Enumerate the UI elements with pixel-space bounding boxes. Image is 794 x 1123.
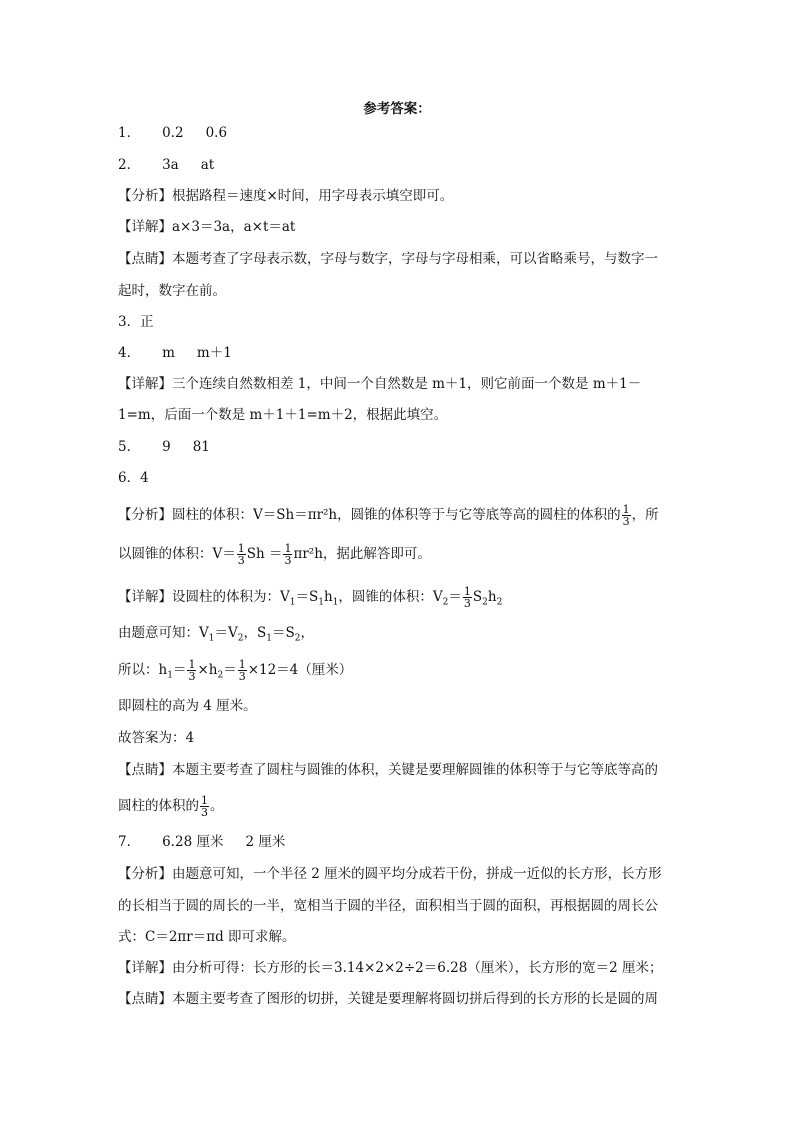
final-answer-6: 故答案为：4: [118, 730, 195, 746]
analysis-6-cont: 以圆锥的体积：V＝ $\frac{1}{3}$ Sh ＝ $\frac{1}{3}$ πr²h，据此解答即可。: [118, 542, 431, 567]
comment-text: 本题主要考查了图形的切拼，关键是要理解将圆切拼后得到的长方形的长是圆的周: [172, 991, 658, 1007]
fraction-one-third: $\frac{1}{3}$: [238, 658, 246, 683]
answer-value: m＋1: [196, 345, 232, 361]
analysis-2: [118, 186, 453, 206]
conclusion-6: 即圆柱的高为 4 厘米。: [118, 698, 257, 714]
answer-6: 6．4: [118, 470, 149, 486]
detail-6: 【详解】设圆柱的体积为：$V_1=S_1h_1$，圆锥的体积：$V_2=$ $\frac{1}{3}$ $S_2h_2$: [118, 585, 503, 610]
question-number: 2．: [118, 157, 141, 173]
comment-2-cont: 起时，数字在前。: [118, 283, 226, 299]
comment-7: [118, 989, 658, 1009]
answer-2: [118, 155, 214, 175]
comment-tag: 【点睛】: [118, 251, 172, 267]
analysis-text: 圆柱的体积：V＝Sh＝πr²h，圆锥的体积等于与它等底等高的圆柱的体积的: [172, 507, 621, 523]
fraction-one-third: $\frac{1}{3}$: [284, 542, 292, 567]
answer-value: 9: [162, 439, 171, 455]
comment-tag: 【点睛】: [118, 991, 172, 1007]
answer-4: [118, 343, 232, 363]
fraction-one-third: $\frac{1}{3}$: [463, 585, 471, 610]
detail-text: a×3＝3a，a×t＝at: [172, 219, 296, 235]
answer-3: 3．正: [118, 314, 154, 330]
detail-7: [118, 958, 662, 978]
fraction-one-third: $\frac{1}{3}$: [201, 794, 208, 819]
answer-value: 3a: [162, 157, 179, 173]
analysis-tag: 【分析】: [118, 866, 172, 882]
comment-tag: 【点睛】: [118, 762, 172, 778]
given-6: 由题意可知：$V_1=V_2$，$S_1=S_2$，: [118, 625, 314, 644]
question-number: 4．: [118, 345, 141, 361]
analysis-7-cont2: 式：C＝2πr＝πd 即可求解。: [118, 929, 296, 945]
answer-value: 0.6: [205, 125, 228, 141]
detail-tag: 【详解】: [118, 219, 172, 235]
question-number: 1．: [118, 125, 141, 141]
comment-6: [118, 760, 658, 780]
analysis-7-cont1: 的长相当于圆的周长的一半，宽相当于圆的半径，面积相当于圆的面积，再根据圆的周长公: [118, 898, 658, 914]
analysis-6: 【分析】圆柱的体积：V＝Sh＝πr²h，圆锥的体积等于与它等底等高的圆柱的体积的 $\frac{1}{3}$ ，所: [118, 503, 659, 528]
comment-text: 本题考查了字母表示数，字母与数字，字母与字母相乘，可以省略乘号，与数字一: [172, 251, 658, 267]
comment-6-cont: 圆柱的体积的 $\frac{1}{3}$ 。: [118, 794, 224, 819]
analysis-7: [118, 864, 662, 884]
question-number: 7．: [118, 834, 141, 850]
answer-value: 0.2: [162, 125, 184, 141]
analysis-text: 根据路程＝速度×时间，用字母表示填空即可。: [172, 188, 454, 204]
detail-text: 由分析可得：长方形的长＝3.14×2×2÷2＝6.28（厘米），长方形的宽＝2 厘米；: [172, 960, 663, 976]
comment-2: [118, 249, 658, 269]
therefore-6: 所以：$h_1=$ $\frac{1}{3}$ $\times h_2=$ $\frac{1}{3}$ ×12＝4（厘米）: [118, 658, 353, 683]
fraction-one-third: $\frac{1}{3}$: [188, 658, 196, 683]
question-number: 5．: [118, 439, 141, 455]
answer-value: at: [200, 157, 215, 173]
analysis-text: 由题意可知，一个半径 2 厘米的圆平均分成若干份，拼成一近似的长方形，长方形: [172, 866, 662, 882]
detail-tag: 【详解】: [118, 589, 172, 605]
answer-value: 2 厘米: [245, 834, 286, 850]
answer-1: [118, 123, 227, 143]
detail-text: 三个连续自然数相差 1，中间一个自然数是 m＋1，则它前面一个数是 m＋1－: [172, 376, 642, 392]
answer-value: 81: [192, 439, 210, 455]
detail-tag: 【详解】: [118, 960, 172, 976]
answer-value: 6.28 厘米: [162, 834, 224, 850]
fraction-one-third: $\frac{1}{3}$: [237, 542, 245, 567]
detail-4: [118, 374, 641, 394]
detail-4-cont: 1=m，后面一个数是 m＋1＋1=m＋2，根据此填空。: [118, 407, 448, 423]
fraction-one-third: $\frac{1}{3}$: [622, 503, 630, 528]
page-title: 参考答案：: [363, 101, 431, 117]
answer-5: [118, 437, 210, 457]
analysis-tag: 【分析】: [118, 507, 172, 523]
detail-2: [118, 217, 295, 237]
detail-tag: 【详解】: [118, 376, 172, 392]
answer-7: [118, 832, 285, 852]
answer-value: m: [162, 345, 175, 361]
analysis-tag: 【分析】: [118, 188, 172, 204]
comment-text: 本题主要考查了圆柱与圆锥的体积，关键是要理解圆锥的体积等于与它等底等高的: [172, 762, 658, 778]
